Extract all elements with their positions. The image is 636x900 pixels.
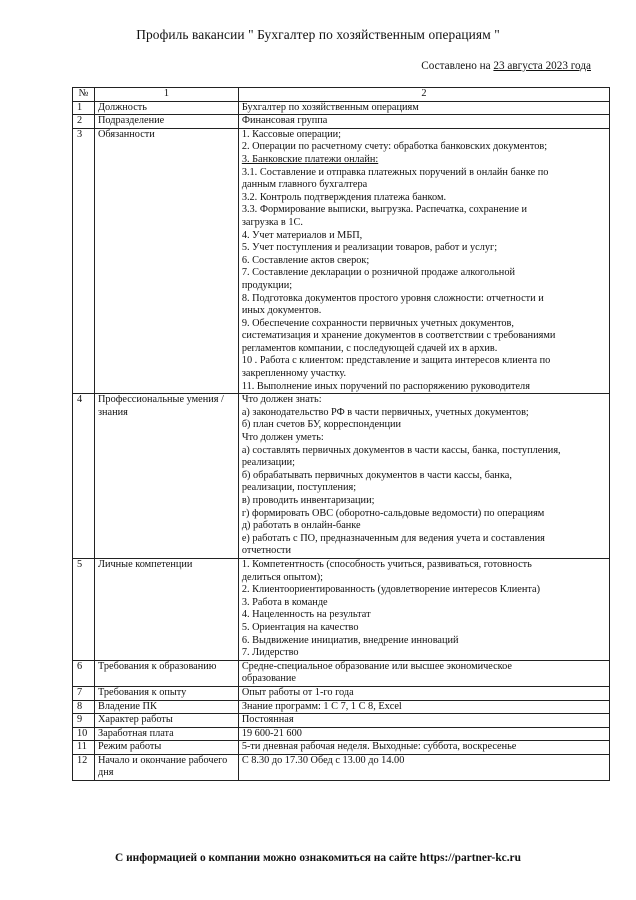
value-line: в) проводить инвентаризации; bbox=[241, 495, 375, 506]
row-label: Подразделение bbox=[94, 115, 238, 129]
header-col-2: 2 bbox=[238, 88, 609, 102]
row-value bbox=[238, 101, 609, 115]
value-line: 1. Кассовые операции; bbox=[241, 128, 341, 140]
document-title: Профиль вакансии " Бухгалтер по хозяйственным операциям " bbox=[136, 27, 500, 42]
row-number: 2 bbox=[73, 115, 95, 129]
value-line: 10 . Работа с клиентом: представление и защита интересов клиента по bbox=[241, 355, 551, 367]
table-row bbox=[73, 754, 610, 780]
table-row bbox=[73, 727, 610, 741]
value-line: реализации, поступления; bbox=[241, 482, 357, 494]
value-line: реализации; bbox=[241, 457, 295, 469]
value-line: 3.2. Контроль подтверждения платежа банком. bbox=[241, 191, 447, 203]
header-col-1: 1 bbox=[94, 88, 238, 102]
table-row bbox=[73, 558, 610, 660]
row-number: 8 bbox=[73, 700, 95, 714]
compiled-date-line bbox=[421, 60, 591, 72]
value-line: систематизация и хранение документов в соответствии с требованиями bbox=[241, 330, 556, 342]
table-row bbox=[73, 660, 610, 686]
table-body bbox=[73, 101, 610, 780]
value-line: Что должен уметь: bbox=[241, 432, 324, 444]
row-number: 6 bbox=[73, 660, 95, 686]
value-line: 7. Лидерство bbox=[241, 647, 299, 659]
value-line: 2. Операции по расчетному счету: обработка банковских документов; bbox=[241, 141, 548, 153]
row-label: Обязанности bbox=[94, 128, 238, 393]
value-line: г) формировать ОВС (оборотно-сальдовые ведомости) по операциям bbox=[241, 507, 545, 519]
value-line: 3.3. Формирование выписки, выгрузка. Распечатка, сохранение и bbox=[241, 204, 528, 216]
row-value bbox=[238, 660, 609, 686]
value-line: 11. Выполнение иных поручений по распоряжению руководителя bbox=[241, 380, 530, 392]
row-label: Владение ПК bbox=[94, 700, 238, 714]
value-line: б) план счетов БУ, корреспонденции bbox=[241, 419, 402, 431]
value-line: Постоянная bbox=[241, 714, 294, 726]
row-label: Требования к образованию bbox=[94, 660, 238, 686]
vacancy-profile-table bbox=[72, 87, 610, 781]
value-line: закрепленному участку. bbox=[241, 368, 347, 380]
row-value bbox=[238, 686, 609, 700]
value-line: регламентов компании, с последующей сдачей их в архив. bbox=[241, 342, 498, 354]
table-row bbox=[73, 128, 610, 393]
table-row bbox=[73, 700, 610, 714]
value-line: данным главного бухгалтера bbox=[241, 179, 368, 191]
value-line: 6. Составление актов сверок; bbox=[241, 254, 370, 266]
value-line: 5-ти дневная рабочая неделя. Выходные: суббота, воскресенье bbox=[241, 741, 517, 753]
row-label: Начало и окончание рабочего дня bbox=[94, 754, 238, 780]
value-line: 6. Выдвижение инициатив, внедрение инноваций bbox=[241, 634, 459, 646]
row-value bbox=[238, 714, 609, 728]
row-number: 7 bbox=[73, 686, 95, 700]
value-line: 3. Работа в команде bbox=[241, 596, 328, 608]
value-line: С 8.30 до 17.30 Обед с 13.00 до 14.00 bbox=[241, 754, 405, 766]
row-number: 5 bbox=[73, 558, 95, 660]
value-line: Бухгалтер по хозяйственным операциям bbox=[241, 101, 419, 113]
value-line: е) работать с ПО, предназначенным для ведения учета и составления bbox=[241, 532, 545, 544]
value-line: загрузка в 1С. bbox=[241, 216, 303, 228]
value-line: Знание программ: 1 С 7, 1 С 8, Excel bbox=[241, 700, 402, 712]
row-value bbox=[238, 754, 609, 780]
header-num: № bbox=[73, 88, 95, 102]
value-line: образование bbox=[241, 673, 296, 685]
table-row bbox=[73, 686, 610, 700]
row-label: Профессиональные умения / знания bbox=[94, 394, 238, 559]
value-line: д) работать в онлайн-банке bbox=[241, 520, 361, 532]
value-line: 5. Ориентация на качество bbox=[241, 621, 359, 633]
row-number: 3 bbox=[73, 128, 95, 393]
table-row bbox=[73, 741, 610, 755]
value-line: Средне-специальное образование или высшее экономическое bbox=[241, 660, 512, 672]
row-value bbox=[238, 700, 609, 714]
value-line: 1. Компетентность (способность учиться, развиваться, готовность bbox=[241, 558, 532, 570]
value-line: продукции; bbox=[241, 279, 293, 291]
table-row bbox=[73, 714, 610, 728]
table-header-row bbox=[73, 88, 610, 102]
row-value bbox=[238, 128, 609, 393]
row-label: Должность bbox=[94, 101, 238, 115]
row-number: 10 bbox=[73, 727, 95, 741]
value-line: 5. Учет поступления и реализации товаров, работ и услуг; bbox=[241, 242, 498, 254]
row-value bbox=[238, 394, 609, 559]
table-row bbox=[73, 115, 610, 129]
compiled-date: 23 августа 2023 года bbox=[493, 60, 591, 72]
row-label: Заработная плата bbox=[94, 727, 238, 741]
value-line: а) законодательство РФ в части первичных, учетных документов; bbox=[241, 406, 529, 418]
value-line: 3.1. Составление и отправка платежных поручений в онлайн банке по bbox=[241, 166, 549, 178]
row-number: 1 bbox=[73, 101, 95, 115]
row-number: 12 bbox=[73, 754, 95, 780]
value-line: делиться опытом); bbox=[241, 571, 324, 583]
value-line: 8. Подготовка документов простого уровня сложности: отчетности и bbox=[241, 292, 544, 304]
footer-note: С информацией о компании можно ознакомиться на сайте https://partner-kc.ru bbox=[115, 852, 521, 864]
row-label: Режим работы bbox=[94, 741, 238, 755]
value-line: Что должен знать: bbox=[241, 394, 322, 406]
value-line: б) обрабатывать первичных документов в части кассы, банка, bbox=[241, 469, 512, 481]
value-line: 7. Составление декларации о розничной продаже алкогольной bbox=[241, 267, 515, 279]
row-number: 11 bbox=[73, 741, 95, 755]
value-line: 3. Банковские платежи онлайн: bbox=[241, 153, 379, 165]
value-line: 9. Обеспечение сохранности первичных учетных документов, bbox=[241, 317, 514, 329]
row-value bbox=[238, 115, 609, 129]
value-line: Финансовая группа bbox=[241, 115, 328, 127]
value-line: 2. Клиентоориентированность (удовлетворение интересов Клиента) bbox=[241, 584, 540, 596]
compiled-prefix: Составлено на bbox=[421, 60, 491, 72]
value-line: отчетности bbox=[241, 545, 292, 557]
value-line: 4. Учет материалов и МБП, bbox=[241, 229, 363, 241]
value-line: 4. Нацеленность на результат bbox=[241, 609, 371, 621]
row-label: Требования к опыту bbox=[94, 686, 238, 700]
value-line: 19 600-21 600 bbox=[241, 727, 302, 739]
row-value bbox=[238, 741, 609, 755]
table-row bbox=[73, 101, 610, 115]
table-row bbox=[73, 394, 610, 559]
value-line: иных документов. bbox=[241, 305, 322, 317]
row-value bbox=[238, 727, 609, 741]
row-value bbox=[238, 558, 609, 660]
row-number: 4 bbox=[73, 394, 95, 559]
row-label: Характер работы bbox=[94, 714, 238, 728]
row-label: Личные компетенции bbox=[94, 558, 238, 660]
value-line: а) составлять первичных документов в части кассы, банка, поступления, bbox=[241, 444, 561, 456]
row-number: 9 bbox=[73, 714, 95, 728]
value-line: Опыт работы от 1-го года bbox=[241, 686, 354, 698]
